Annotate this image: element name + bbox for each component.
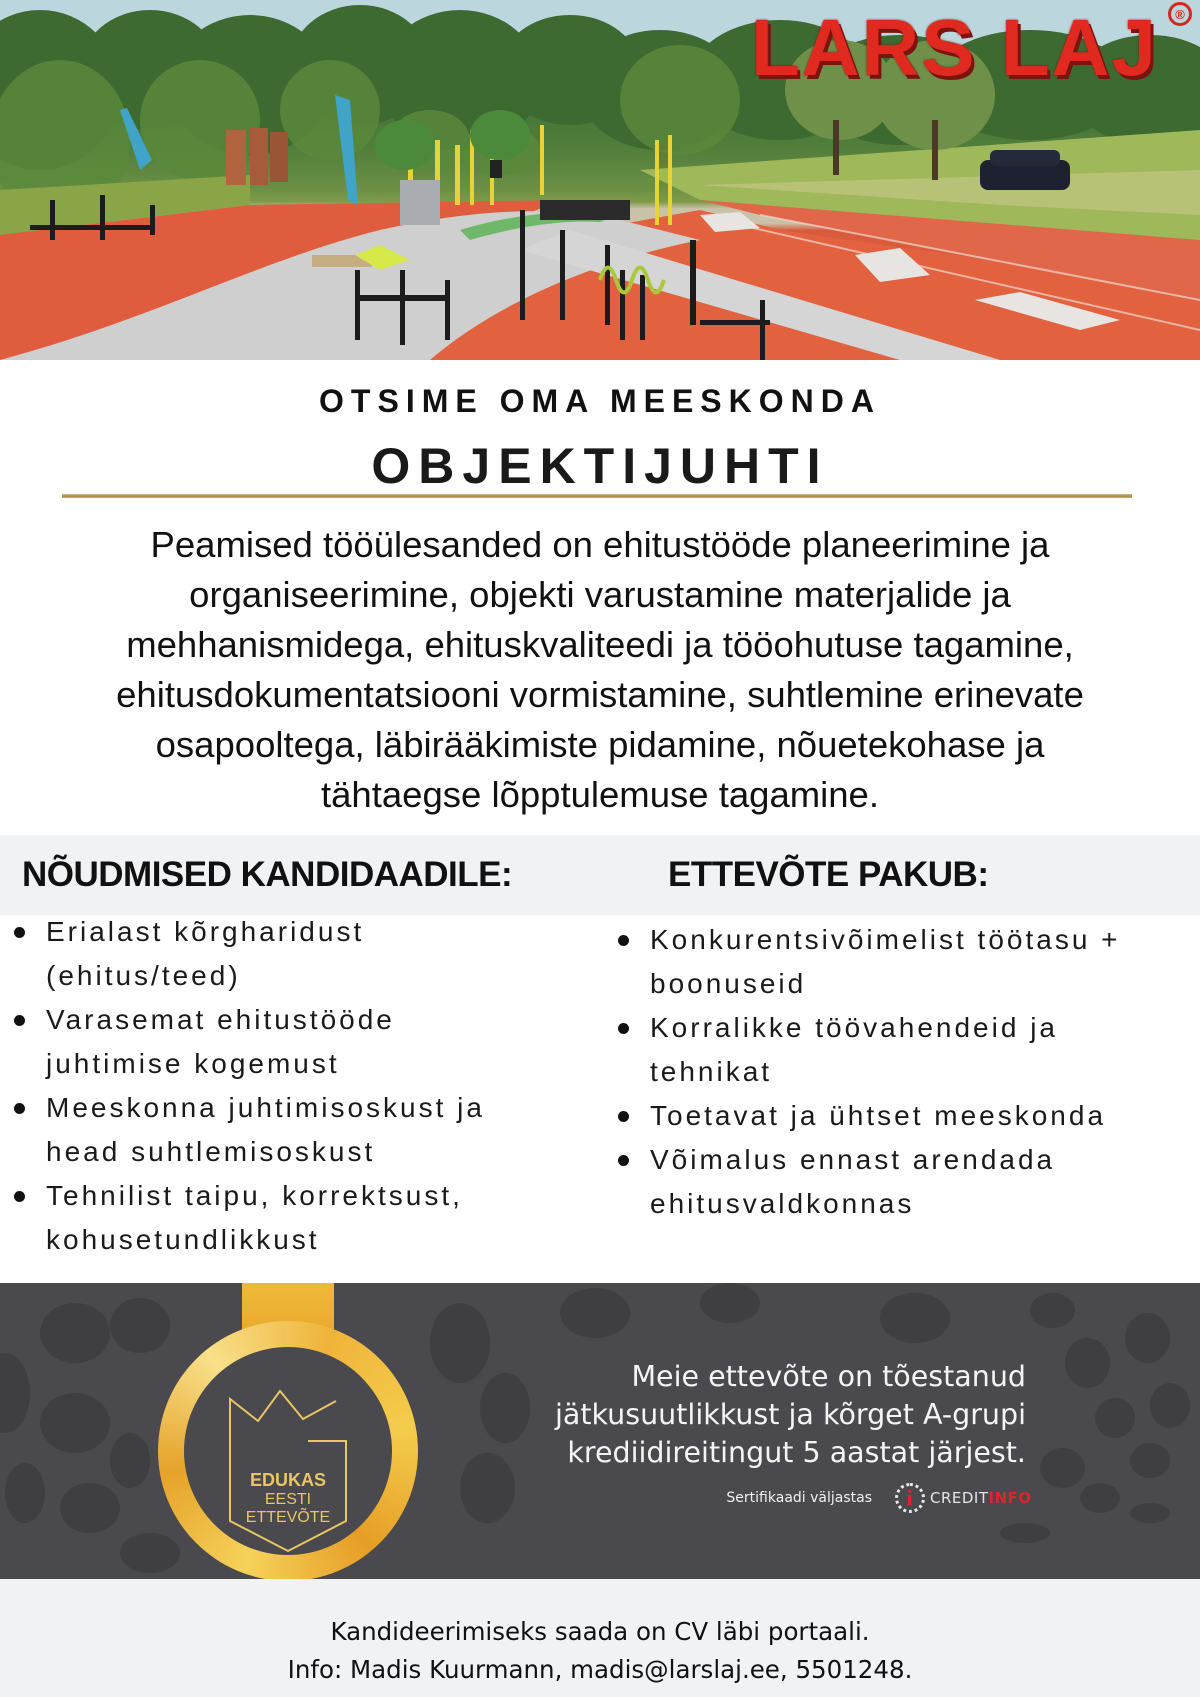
contact-footer xyxy=(0,1579,1200,1697)
certificate-banner xyxy=(0,1283,1200,1579)
decor-dot xyxy=(1065,1338,1110,1388)
bullet-icon xyxy=(14,1015,25,1026)
decor-dot xyxy=(40,1303,110,1363)
list-item-line: juhtimise kogemust xyxy=(46,1048,340,1079)
description-line: mehhanismidega, ehituskvaliteedi ja tööohutuse tagamine, xyxy=(126,624,1074,665)
decor-dot xyxy=(1040,1448,1085,1488)
decor-dot xyxy=(1095,1398,1135,1438)
list-item-line: (ehitus/teed) xyxy=(46,960,241,991)
list-item xyxy=(618,918,1198,1006)
requirements-list xyxy=(14,910,574,1262)
decor-dot xyxy=(5,1463,45,1523)
list-item-line: head suhtlemisoskust xyxy=(46,1136,376,1167)
decor-dot xyxy=(1080,1483,1120,1513)
bullet-icon xyxy=(618,1111,629,1122)
description-line: tähtaegse lõpptulemuse tagamine. xyxy=(320,774,879,815)
hero-photo xyxy=(0,0,1200,360)
gold-divider xyxy=(62,494,1132,498)
decor-dot xyxy=(60,1483,120,1533)
list-item-line: Toetavat ja ühtset meeskonda xyxy=(650,1100,1107,1131)
list-item-line: boonuseid xyxy=(650,968,807,999)
decor-dot xyxy=(1030,1293,1075,1328)
list-item xyxy=(14,1086,574,1174)
certificate-statement xyxy=(466,1358,1026,1472)
list-item-line: Korralikke töövahendeid ja xyxy=(650,1012,1058,1043)
offers-list xyxy=(618,918,1198,1226)
badge-line-2: EESTI xyxy=(264,1491,312,1508)
decor-dot xyxy=(1150,1383,1190,1428)
list-item xyxy=(14,1174,574,1262)
list-item-line: Võimalus ennast arendada xyxy=(650,1144,1056,1175)
badge-line-1: EDUKAS xyxy=(249,1470,326,1490)
decor-dot xyxy=(40,1393,110,1453)
contact-info: Info: Madis Kuurmann, madis@larslaj.ee, 5501248. xyxy=(287,1655,913,1684)
list-item xyxy=(618,1094,1198,1138)
offers-heading: ETTEVÕTE PAKUB: xyxy=(668,855,989,894)
list-item xyxy=(14,910,574,998)
description-line: Peamised tööülesanded on ehitustööde planeerimine ja xyxy=(150,524,1050,565)
bullet-icon xyxy=(14,1103,25,1114)
list-item-line: Meeskonna juhtimisoskust ja xyxy=(46,1092,485,1123)
statement-line: Meie ettevõte on tõestanud xyxy=(631,1360,1026,1393)
description-line: osapooltega, läbirääkimiste pidamine, nõuetekohase ja xyxy=(155,724,1045,765)
requirements-heading: NÕUDMISED KANDIDAADILE: xyxy=(22,855,513,894)
description-line: organiseerimine, objekti varustamine materjalide ja xyxy=(189,574,1011,615)
list-item-line: Tehnilist taipu, korrektsust, xyxy=(46,1180,463,1211)
creditinfo-wordmark: CREDITINFO xyxy=(930,1489,1032,1507)
job-description xyxy=(0,520,1200,820)
decor-dot xyxy=(1125,1313,1170,1363)
creditinfo-icon: i xyxy=(895,1483,925,1513)
registered-trademark-icon: ® xyxy=(1168,2,1192,26)
creditinfo-logo xyxy=(895,1483,1032,1513)
bullet-icon xyxy=(14,1191,25,1202)
statement-line: krediidireitingut 5 aastat järjest. xyxy=(567,1436,1026,1469)
page-subtitle: OTSIME OMA MEESKONDA xyxy=(319,383,881,419)
list-item-line: ehitusvaldkonnas xyxy=(650,1188,915,1219)
certificate-issued-by-label: Sertifikaadi väljastas xyxy=(726,1490,872,1506)
list-item xyxy=(618,1138,1198,1226)
list-item-line: tehnikat xyxy=(650,1056,773,1087)
list-item-line: Konkurentsivõimelist töötasu + xyxy=(650,924,1121,955)
decor-dot xyxy=(700,1283,760,1323)
bullet-icon xyxy=(618,1023,629,1034)
list-item xyxy=(14,998,574,1086)
bullet-icon xyxy=(618,1155,629,1166)
decor-dot xyxy=(110,1433,150,1488)
list-item xyxy=(618,1006,1198,1094)
list-item-line: kohusetundlikkust xyxy=(46,1224,320,1255)
application-instruction: Kandideerimiseks saada on CV läbi portaali. xyxy=(330,1617,870,1646)
statement-line: jätkusuutlikkust ja kõrget A-grupi xyxy=(555,1398,1026,1431)
description-line: ehitusdokumentatsiooni vormistamine, suhtlemine erinevate xyxy=(116,674,1084,715)
decor-dot xyxy=(1130,1443,1170,1478)
list-item-line: Varasemat ehitustööde xyxy=(46,1004,395,1035)
list-item-line: Erialast kõrgharidust xyxy=(46,916,365,947)
badge-line-3: ETTEVÕTE xyxy=(245,1509,331,1526)
page-title: OBJEKTIJUHTI xyxy=(371,438,829,494)
decor-dot xyxy=(1000,1523,1050,1543)
decor-dot xyxy=(0,1353,30,1433)
edukas-eesti-ettevote-badge xyxy=(158,1321,418,1579)
decor-dot xyxy=(880,1293,950,1343)
bullet-icon xyxy=(14,927,25,938)
brand-logo: LARS LAJ xyxy=(750,3,1158,92)
crown-shield-icon xyxy=(158,1321,418,1579)
decor-dot xyxy=(1130,1503,1170,1523)
bullet-icon xyxy=(618,935,629,946)
decor-dot xyxy=(560,1288,630,1338)
